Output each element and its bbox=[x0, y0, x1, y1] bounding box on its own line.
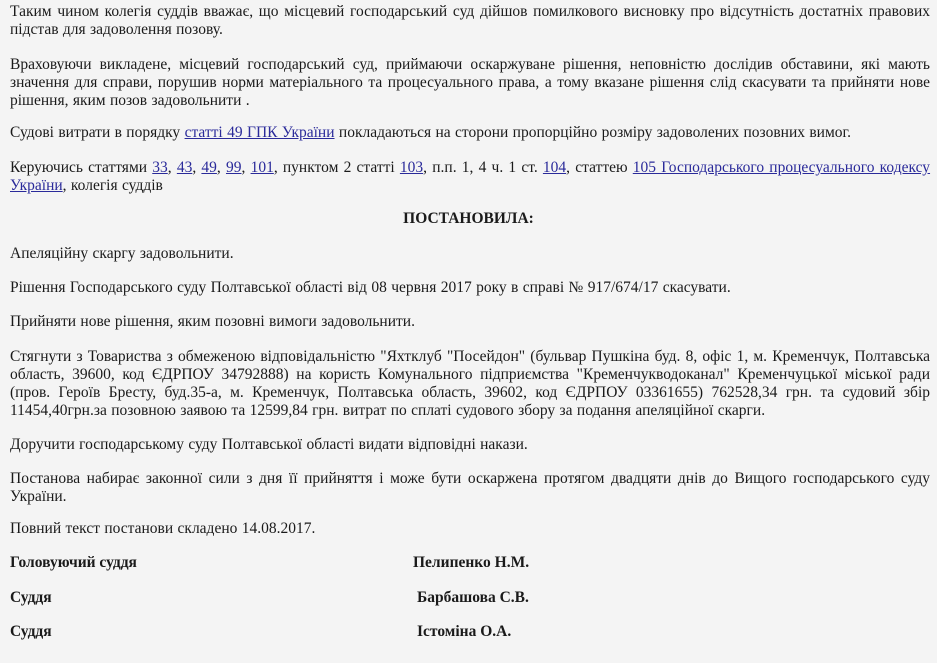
text: Керуючись статтями bbox=[10, 159, 153, 176]
link-article-49[interactable]: 49 bbox=[201, 159, 217, 176]
signature-name-judge-2: Істоміна О.А. bbox=[417, 623, 512, 640]
text: , bbox=[241, 159, 251, 176]
text: , bbox=[192, 159, 202, 176]
paragraph-recovery: Стягнути з Товариства з обмеженою відповідальністю "Яхтклуб "Посейдон" (бульвар Пушкіна буд. 8, офіс 1, м. Кременчук, Полтавська область, 39600, код ЄДРПОУ 34792888) на користь Комунального підприємства "Кременчукводоканал" Кременчуцької міської ради (пров. Героїв Бресту, буд.35-а, м. Кременчук, Полтавська область, 39602, код ЄДРПОУ 03361655) 762528,34 грн. та судовий збір 11454,40грн.за позовною заявою та 12599,84 грн. витрат по сплаті судового збору за подання апеляційної скарги. bbox=[10, 348, 930, 419]
link-article-99[interactable]: 99 bbox=[225, 159, 242, 176]
signature-role-presiding: Головуючий суддя bbox=[10, 554, 137, 571]
paragraph-orders: Доручити господарському суду Полтавської області видати відповідні накази. bbox=[10, 436, 528, 453]
link-article-103[interactable]: 103 bbox=[399, 159, 424, 176]
signature-role-judge-2: Суддя bbox=[10, 623, 52, 640]
paragraph-effective: Постанова набирає законної сили з дня її прийняття і може бути оскаржена протягом двадцяти днів до Вищого господарського суду України. bbox=[10, 470, 930, 505]
text: , статтею bbox=[566, 159, 633, 176]
text: , пунктом 2 статті bbox=[273, 159, 400, 176]
signature-name-judge-1: Барбашова С.В. bbox=[417, 589, 529, 606]
text: покладаються на сторони пропорційно розміру задоволених позовних вимог. bbox=[334, 124, 852, 141]
paragraph-decision-annulled: Рішення Господарського суду Полтавської області від 08 червня 2017 року в справі № 917/674/17 скасувати. bbox=[10, 279, 731, 296]
paragraph-legal-basis bbox=[10, 159, 930, 195]
link-article-104[interactable]: 104 bbox=[542, 159, 567, 176]
paragraph-reasoning: Враховуючи викладене, місцевий господарський суд, приймаючи оскаржуване рішення, неповністю дослідив обставини, які мають значення для справи, порушив норми матеріального та процесуального права, а тому вказане рішення слід скасувати та прийняти нове рішення, яким позов задовольнити . bbox=[10, 56, 930, 109]
link-article-49-gpk[interactable]: статті 49 ГПК України bbox=[184, 124, 335, 141]
signature-name-presiding: Пелипенко Н.М. bbox=[413, 554, 530, 571]
paragraph-conclusion: Таким чином колегія суддів вважає, що місцевий господарський суд дійшов помилкового висновку про відсутність достатніх правових підстав для задоволення позову. bbox=[10, 3, 930, 38]
link-article-101[interactable]: 101 bbox=[250, 159, 274, 176]
text: , п.п. 1, 4 ч. 1 ст. bbox=[423, 159, 543, 176]
paragraph-appeal-granted: Апеляційну скаргу задовольнити. bbox=[10, 245, 234, 262]
paragraph-court-costs bbox=[10, 124, 930, 142]
paragraph-new-decision: Прийняти нове рішення, яким позовні вимоги задовольнити. bbox=[10, 313, 415, 330]
text: , bbox=[216, 159, 226, 176]
signature-role-judge-1: Суддя bbox=[10, 589, 52, 606]
text: , bbox=[167, 159, 177, 176]
resolution-heading: ПОСТАНОВИЛА: bbox=[403, 210, 534, 227]
link-article-33[interactable]: 33 bbox=[152, 159, 168, 176]
text: , колегія суддів bbox=[62, 177, 163, 194]
link-article-105-code[interactable]: 105 Господарського процесуального кодексу України bbox=[10, 159, 931, 194]
link-article-43[interactable]: 43 bbox=[176, 159, 193, 176]
paragraph-full-text-date: Повний текст постанови складено 14.08.2017. bbox=[10, 520, 316, 537]
text: Судові витрати в порядку bbox=[10, 124, 185, 141]
